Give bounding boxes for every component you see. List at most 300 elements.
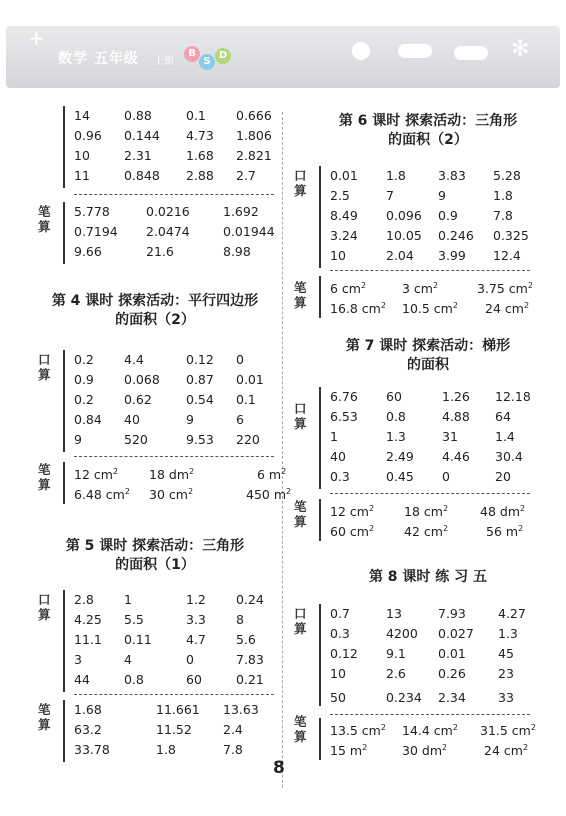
- table-cell: 4.25: [74, 612, 102, 627]
- table-cell: 4.73: [186, 128, 214, 143]
- table-row: [74, 740, 283, 760]
- table-cell: 1: [330, 429, 338, 444]
- table-row: [330, 604, 548, 624]
- written-bar: [63, 462, 65, 504]
- section-title-line: 第 4 课时 探索活动：平行四边形: [51, 293, 259, 309]
- area-value: 13.5 cm: [330, 723, 381, 739]
- table-row: [74, 350, 286, 370]
- table-cell: 0.26: [438, 666, 466, 681]
- table-row: [330, 276, 547, 296]
- table-row: [330, 387, 545, 407]
- table-cell: 3: [74, 652, 82, 667]
- divider: [74, 456, 274, 457]
- table-row: [74, 630, 286, 650]
- table-cell: 0.096: [386, 208, 422, 223]
- table-cell: 1.68: [74, 702, 102, 717]
- table-cell: 63.2: [74, 722, 102, 737]
- unit-exponent: 2: [520, 504, 526, 513]
- table-row: [74, 106, 286, 126]
- table-cell: 11.1: [74, 632, 102, 647]
- table-cell: 0.9: [74, 372, 94, 387]
- table-cell: 9.66: [74, 244, 102, 259]
- table-cell: 44: [74, 672, 90, 687]
- table-cell: 4.7: [186, 632, 206, 647]
- area-value: 30 cm: [149, 487, 188, 503]
- table-cell: 45: [498, 646, 514, 661]
- divider: [74, 694, 274, 695]
- unit-exponent: 2: [380, 723, 386, 732]
- table-row: [74, 670, 286, 690]
- table-cell: 1.8: [493, 188, 513, 203]
- table-row: [74, 590, 286, 610]
- table-cell: [477, 276, 547, 296]
- mental-label: 口算: [294, 606, 307, 636]
- area-value: 3.75 cm: [477, 281, 528, 297]
- table-cell: 4.88: [442, 409, 470, 424]
- written-bar: [319, 718, 321, 760]
- table-cell: 0.848: [124, 168, 160, 183]
- unit-exponent: 2: [124, 487, 130, 496]
- area-value: 15 m: [330, 743, 363, 759]
- unit-exponent: 2: [522, 743, 529, 752]
- table-cell: 0: [186, 652, 194, 667]
- table-cell: 0: [236, 352, 244, 367]
- written-bar: [63, 202, 65, 264]
- table-row: [74, 222, 293, 242]
- table-cell: 0.325: [493, 228, 529, 243]
- section-title-line: 第 6 课时 探索活动：三角形: [338, 113, 518, 129]
- table-row: [330, 296, 555, 316]
- table-cell: 520: [124, 432, 148, 447]
- table-cell: 13: [386, 606, 402, 621]
- unit-exponent: 2: [442, 743, 448, 752]
- written-bar: [63, 700, 65, 762]
- table-cell: 2.49: [386, 449, 414, 464]
- mental-bar: [319, 387, 321, 489]
- table-cell: 6: [236, 412, 244, 427]
- cloud-icon: [454, 46, 488, 60]
- table-cell: 0.7: [330, 606, 350, 621]
- written-bar: [319, 276, 321, 318]
- table-cell: 4200: [386, 626, 418, 641]
- table-row: [330, 226, 543, 246]
- table-cell: 30.4: [495, 449, 523, 464]
- area-value: 24 cm: [484, 743, 523, 759]
- table-cell: 0.12: [186, 352, 214, 367]
- area-value: 6 m: [257, 467, 282, 483]
- table-cell: 0.1: [186, 108, 206, 123]
- section-5-title: [30, 537, 280, 575]
- table-cell: 0.88: [124, 108, 152, 123]
- table-cell: [149, 462, 232, 482]
- area-value: 24 cm: [485, 301, 524, 317]
- table-cell: 1.692: [223, 204, 259, 219]
- table-cell: 1.806: [236, 128, 272, 143]
- table-row: [330, 519, 556, 539]
- area-value: 450 m: [246, 487, 287, 503]
- table-cell: [74, 482, 149, 502]
- table-row: [330, 166, 543, 186]
- table-row: [74, 126, 286, 146]
- table-cell: 220: [236, 432, 260, 447]
- unit-exponent: 2: [286, 487, 292, 496]
- mental-bar: [319, 604, 321, 706]
- mental-bar: [319, 166, 321, 268]
- page-number: 8: [273, 758, 285, 778]
- table-cell: 21.6: [146, 244, 174, 259]
- area-value: 42 cm: [404, 524, 443, 540]
- table-cell: 0.87: [186, 372, 214, 387]
- table-cell: 60: [386, 389, 402, 404]
- divider: [330, 270, 530, 271]
- written-label: 笔算: [38, 204, 51, 234]
- unit-exponent: 2: [187, 487, 194, 496]
- area-value: 48 dm: [480, 504, 520, 520]
- table-cell: 8.98: [223, 244, 251, 259]
- table-row: [330, 718, 550, 738]
- table-cell: 1.3: [498, 626, 518, 641]
- table-cell: 4.27: [498, 606, 526, 621]
- table-row: [74, 390, 286, 410]
- unit-exponent: 2: [112, 467, 119, 476]
- unit-exponent: 2: [189, 467, 195, 476]
- table-cell: 60: [186, 672, 202, 687]
- unit-exponent: 2: [281, 467, 287, 476]
- table-cell: [149, 482, 232, 502]
- table-cell: [330, 276, 402, 296]
- table-row: [74, 482, 316, 502]
- table-row: [74, 700, 283, 720]
- table-row: [330, 624, 548, 644]
- table-cell: 11.661: [156, 702, 200, 717]
- table-cell: 2.04: [386, 248, 414, 263]
- table-cell: 2.6: [386, 666, 406, 681]
- area-value: 56 m: [486, 524, 519, 540]
- table-cell: 0.068: [124, 372, 160, 387]
- table-cell: 0.0216: [146, 204, 190, 219]
- table-row: [330, 447, 545, 467]
- plus-decoration-icon: +: [28, 26, 45, 50]
- table-cell: 5.778: [74, 204, 110, 219]
- table-cell: 1.3: [386, 429, 406, 444]
- table-cell: [480, 499, 550, 519]
- table-row: [330, 246, 543, 266]
- written-label: 笔算: [38, 702, 51, 732]
- table-cell: 1.68: [186, 148, 214, 163]
- written-label: 笔算: [294, 499, 307, 529]
- table-cell: 0.2: [74, 352, 94, 367]
- table-cell: 4.46: [442, 449, 470, 464]
- written-label: 笔算: [294, 280, 307, 310]
- section-title-line: 的面积: [407, 357, 449, 373]
- table-cell: [330, 296, 402, 316]
- table-cell: 1.8: [156, 742, 176, 757]
- area-value: 14.4 cm: [402, 723, 453, 739]
- area-value: 60 cm: [330, 524, 369, 540]
- section-7-title: [308, 337, 548, 375]
- table-cell: 7.8: [223, 742, 243, 757]
- table-cell: 2.0474: [146, 224, 190, 239]
- table-cell: 0.027: [438, 626, 474, 641]
- table-row: [74, 720, 283, 740]
- page-header: [6, 26, 560, 88]
- table-row: [330, 427, 545, 447]
- table-cell: [402, 738, 480, 758]
- table-cell: [477, 296, 555, 316]
- table-cell: 0.666: [236, 108, 272, 123]
- table-cell: 40: [330, 449, 346, 464]
- cloud-sun-icon: [398, 44, 432, 58]
- table-cell: 4: [124, 652, 132, 667]
- table-cell: 0.45: [386, 469, 414, 484]
- table-cell: 5.5: [124, 612, 144, 627]
- table-cell: 11.52: [156, 722, 192, 737]
- table-cell: 0.21: [236, 672, 264, 687]
- sun-icon: [352, 42, 370, 60]
- table-cell: 9: [438, 188, 446, 203]
- table-cell: 1.26: [442, 389, 470, 404]
- unit-exponent: 2: [452, 301, 458, 310]
- table-cell: 10: [330, 248, 346, 263]
- table-cell: 0: [442, 469, 450, 484]
- table-cell: 1.2: [186, 592, 206, 607]
- divider: [74, 194, 274, 195]
- section-title-line: 的面积（2）: [388, 132, 468, 148]
- table-cell: 0.246: [438, 228, 474, 243]
- table-row: [74, 462, 317, 482]
- table-cell: 23: [498, 666, 514, 681]
- section-title-line: 的面积（1）: [115, 557, 195, 573]
- table-cell: 0.8: [124, 672, 144, 687]
- table-cell: 10.05: [386, 228, 422, 243]
- table-cell: 11: [74, 168, 90, 183]
- area-value: 31.5 cm: [480, 723, 531, 739]
- table-cell: 9.53: [186, 432, 214, 447]
- unit-exponent: 2: [523, 301, 530, 310]
- area-value: 6 cm: [330, 281, 361, 297]
- table-cell: [480, 718, 550, 738]
- table-cell: 0.1: [236, 392, 256, 407]
- table-cell: 0.62: [124, 392, 152, 407]
- table-cell: 0.7194: [74, 224, 118, 239]
- table-cell: [480, 738, 554, 758]
- divider: [330, 714, 530, 715]
- table-cell: 7: [386, 188, 394, 203]
- table-cell: 0.2: [74, 392, 94, 407]
- area-value: 12 cm: [330, 504, 369, 520]
- table-cell: 0.11: [124, 632, 152, 647]
- table-cell: [404, 499, 480, 519]
- table-row: [74, 410, 286, 430]
- unit-exponent: 2: [380, 301, 386, 310]
- table-cell: 0.9: [438, 208, 458, 223]
- unit-exponent: 2: [530, 723, 536, 732]
- unit-exponent: 2: [432, 281, 439, 290]
- area-value: 18 dm: [149, 467, 189, 483]
- section-4-title: [30, 292, 280, 330]
- table-cell: 6.76: [330, 389, 358, 404]
- unit-exponent: 2: [368, 524, 375, 533]
- written-label: 笔算: [38, 462, 51, 492]
- area-value: 12 cm: [74, 467, 113, 483]
- table-cell: 5.6: [236, 632, 256, 647]
- table-cell: 1.8: [386, 168, 406, 183]
- table-cell: 2.88: [186, 168, 214, 183]
- table-row: [330, 186, 543, 206]
- table-cell: 0.01944: [223, 224, 275, 239]
- area-value: 3 cm: [402, 281, 433, 297]
- table-cell: 33: [498, 690, 514, 705]
- table-cell: [402, 718, 480, 738]
- table-cell: 3.99: [438, 248, 466, 263]
- table-cell: 13.63: [223, 702, 259, 717]
- table-cell: 0.84: [74, 412, 102, 427]
- table-cell: 2.5: [330, 188, 350, 203]
- section-title-line: 第 7 课时 探索活动：梯形: [345, 338, 511, 354]
- snowflake-icon: ✻: [511, 37, 530, 62]
- written-bar: [319, 499, 321, 541]
- table-cell: [330, 519, 404, 539]
- table-cell: 20: [495, 469, 511, 484]
- table-cell: 10: [330, 666, 346, 681]
- table-cell: 0.96: [74, 128, 102, 143]
- table-cell: 14: [74, 108, 90, 123]
- table-cell: 6.53: [330, 409, 358, 424]
- table-cell: 5.28: [493, 168, 521, 183]
- table-cell: 1.4: [495, 429, 515, 444]
- table-cell: 1: [124, 592, 132, 607]
- table-cell: 0.3: [330, 626, 350, 641]
- unit-exponent: 2: [362, 743, 368, 752]
- unit-exponent: 2: [360, 281, 367, 290]
- table-row: [330, 738, 554, 758]
- table-cell: 2.8: [74, 592, 94, 607]
- unit-exponent: 2: [527, 281, 533, 290]
- table-cell: 50: [330, 690, 346, 705]
- table-cell: 0.144: [124, 128, 160, 143]
- table-cell: 2.7: [236, 168, 256, 183]
- header-title: 数学 五年级: [58, 51, 139, 67]
- area-value: 10.5 cm: [402, 301, 453, 317]
- unit-exponent: 2: [368, 504, 375, 513]
- table-row: [330, 688, 548, 708]
- area-value: 16.8 cm: [330, 301, 381, 317]
- section-title-line: 第 8 课时 练 习 五: [368, 569, 488, 585]
- unit-exponent: 2: [442, 504, 449, 513]
- table-cell: 0.12: [330, 646, 358, 661]
- section-title-line: 的面积（2）: [115, 312, 195, 328]
- table-cell: 7.8: [493, 208, 513, 223]
- table-cell: 3.83: [438, 168, 466, 183]
- table-row: [74, 166, 286, 186]
- table-cell: [480, 519, 556, 539]
- mental-label: 口算: [38, 352, 51, 382]
- table-cell: [330, 718, 402, 738]
- table-cell: 31: [442, 429, 458, 444]
- mental-bar: [63, 590, 65, 692]
- table-cell: [74, 462, 149, 482]
- table-cell: 8.49: [330, 208, 358, 223]
- table-cell: 12.4: [493, 248, 521, 263]
- table-cell: 0.3: [330, 469, 350, 484]
- table-cell: [330, 499, 404, 519]
- table-cell: 7.93: [438, 606, 466, 621]
- table-cell: 64: [495, 409, 511, 424]
- table-cell: 0.01: [330, 168, 358, 183]
- table-row: [74, 146, 286, 166]
- section-6-title: [308, 112, 548, 150]
- table-row: [74, 370, 286, 390]
- table-cell: [402, 296, 477, 316]
- mental-bar: [63, 350, 65, 452]
- table-row: [74, 650, 286, 670]
- table-cell: 8: [236, 612, 244, 627]
- table-cell: 10: [74, 148, 90, 163]
- badge-s: S: [199, 54, 215, 70]
- table-cell: [404, 519, 480, 539]
- unit-exponent: 2: [518, 524, 524, 533]
- table-cell: 0.54: [186, 392, 214, 407]
- badge-b: B: [184, 46, 200, 62]
- table-row: [74, 202, 293, 222]
- table-cell: 3.24: [330, 228, 358, 243]
- area-value: 30 dm: [402, 743, 442, 759]
- table-cell: [402, 276, 477, 296]
- mental-bar: [63, 106, 65, 188]
- table-cell: 2.4: [223, 722, 243, 737]
- table-cell: 0.01: [438, 646, 466, 661]
- table-cell: 0.234: [386, 690, 422, 705]
- written-label: 笔算: [294, 714, 307, 744]
- table-cell: 9: [186, 412, 194, 427]
- table-cell: [232, 462, 317, 482]
- table-row: [330, 499, 550, 519]
- table-cell: 33.78: [74, 742, 110, 757]
- table-cell: 0.01: [236, 372, 264, 387]
- table-cell: 12.18: [495, 389, 531, 404]
- table-row: [330, 664, 548, 684]
- table-row: [330, 206, 543, 226]
- table-cell: 9: [74, 432, 82, 447]
- mental-label: 口算: [38, 592, 51, 622]
- table-cell: [330, 738, 402, 758]
- table-cell: 2.31: [124, 148, 152, 163]
- table-cell: 9.1: [386, 646, 406, 661]
- mental-label: 口算: [294, 168, 307, 198]
- unit-exponent: 2: [442, 524, 449, 533]
- table-cell: 7.83: [236, 652, 264, 667]
- area-value: 6.48 cm: [74, 487, 125, 503]
- table-row: [74, 242, 293, 262]
- table-cell: 4.4: [124, 352, 144, 367]
- table-row: [74, 430, 286, 450]
- header-subtitle: 上册: [154, 56, 174, 67]
- table-row: [330, 407, 545, 427]
- badge-d: D: [215, 48, 231, 64]
- table-cell: 0.8: [386, 409, 406, 424]
- table-row: [74, 610, 286, 630]
- divider: [330, 493, 530, 494]
- table-cell: 0.24: [236, 592, 264, 607]
- section-8-title: [308, 568, 548, 587]
- table-cell: 2.821: [236, 148, 272, 163]
- table-row: [330, 644, 548, 664]
- section-title-line: 第 5 课时 探索活动：三角形: [65, 538, 245, 554]
- table-row: [330, 467, 545, 487]
- table-cell: 40: [124, 412, 140, 427]
- unit-exponent: 2: [452, 723, 458, 732]
- table-cell: 2.34: [438, 690, 466, 705]
